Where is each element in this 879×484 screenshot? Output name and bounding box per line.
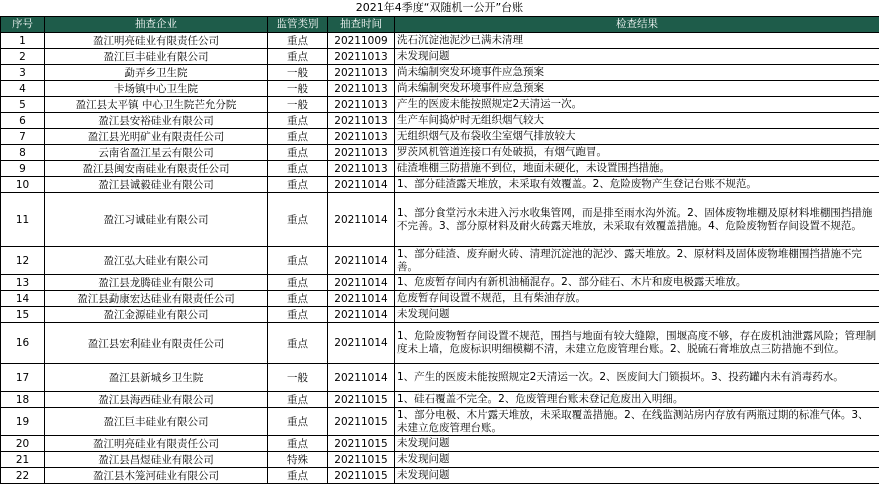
result-cell[interactable]: 硅渣堆棚三防措施不到位，地面未硬化，未设置围挡措施。 <box>395 161 879 177</box>
no-cell[interactable]: 5 <box>1 97 45 113</box>
category-cell[interactable]: 一般 <box>268 364 328 392</box>
category-cell[interactable]: 重点 <box>268 49 328 65</box>
table-row <box>1 307 879 323</box>
table-row <box>1 291 879 307</box>
ledger-table <box>0 16 879 484</box>
table-row <box>1 49 879 65</box>
no-cell[interactable]: 11 <box>1 193 45 247</box>
company-cell[interactable]: 盈江县闽安南硅业有限责任公司 <box>45 161 268 177</box>
result-cell[interactable]: 未发现问题 <box>395 452 879 468</box>
sheet-title: 2021年4季度“双随机一公开”台账 <box>0 0 879 16</box>
date-cell[interactable]: 20211013 <box>328 81 395 97</box>
company-cell[interactable]: 盈江巨丰硅业有限公司 <box>45 408 268 436</box>
category-cell[interactable]: 一般 <box>268 97 328 113</box>
no-cell[interactable]: 9 <box>1 161 45 177</box>
table-row <box>1 145 879 161</box>
date-cell[interactable]: 20211009 <box>328 33 395 49</box>
date-cell[interactable]: 20211013 <box>328 113 395 129</box>
category-cell[interactable]: 重点 <box>268 113 328 129</box>
company-cell[interactable]: 盈江县宏利硅业有限责任公司 <box>45 323 268 364</box>
company-cell[interactable]: 盈江县勐康宏达硅业有限责任公司 <box>45 291 268 307</box>
result-cell[interactable]: 1、部分电极、木片露天堆放，未采取覆盖措施。2、在线监测站房内存放有两瓶过期的标准气体。3、未建立危废管理台账。 <box>395 408 879 436</box>
company-cell[interactable]: 盈江县昌煜硅业有限公司 <box>45 452 268 468</box>
no-cell[interactable]: 17 <box>1 364 45 392</box>
table-body <box>1 33 879 484</box>
company-cell[interactable]: 勐弄乡卫生院 <box>45 65 268 81</box>
date-cell[interactable]: 20211014 <box>328 323 395 364</box>
result-cell[interactable]: 罗茨风机管道连接口有处破损，有烟气跑冒。 <box>395 145 879 161</box>
date-cell[interactable]: 20211014 <box>328 177 395 193</box>
result-cell[interactable]: 洗石沉淀池泥沙已满未清理 <box>395 33 879 49</box>
result-cell[interactable]: 生产车间捣炉时无组织烟气较大 <box>395 113 879 129</box>
date-cell[interactable]: 20211015 <box>328 452 395 468</box>
company-cell[interactable]: 盈江县木笼河硅业有限公司 <box>45 468 268 484</box>
date-cell[interactable]: 20211013 <box>328 145 395 161</box>
category-cell[interactable]: 特殊 <box>268 452 328 468</box>
table-row <box>1 247 879 275</box>
date-cell[interactable]: 20211014 <box>328 275 395 291</box>
result-cell[interactable]: 未发现问题 <box>395 468 879 484</box>
table-row <box>1 177 879 193</box>
result-cell[interactable]: 1、危废暂存间内有新机油桶混存。2、部分硅石、木片和废电极露天堆放。 <box>395 275 879 291</box>
date-cell[interactable]: 20211014 <box>328 193 395 247</box>
no-cell[interactable]: 8 <box>1 145 45 161</box>
category-cell[interactable]: 重点 <box>268 323 328 364</box>
date-cell[interactable]: 20211015 <box>328 408 395 436</box>
no-cell[interactable]: 20 <box>1 436 45 452</box>
result-cell[interactable]: 尚未编制突发环境事件应急预案 <box>395 65 879 81</box>
table-row <box>1 161 879 177</box>
no-cell[interactable]: 13 <box>1 275 45 291</box>
category-cell[interactable]: 重点 <box>268 161 328 177</box>
date-cell[interactable]: 20211015 <box>328 436 395 452</box>
table-row <box>1 129 879 145</box>
date-cell[interactable]: 20211013 <box>328 65 395 81</box>
table-row <box>1 113 879 129</box>
company-cell[interactable]: 盈江明亮硅业有限责任公司 <box>45 436 268 452</box>
company-cell[interactable]: 盈江县太平镇 中心卫生院芒允分院 <box>45 97 268 113</box>
company-cell[interactable]: 卡场镇中心卫生院 <box>45 81 268 97</box>
header-row <box>1 17 879 33</box>
table-row <box>1 323 879 364</box>
date-cell[interactable]: 20211013 <box>328 161 395 177</box>
table-row <box>1 33 879 49</box>
no-cell[interactable]: 4 <box>1 81 45 97</box>
category-cell[interactable]: 重点 <box>268 193 328 247</box>
no-cell[interactable]: 1 <box>1 33 45 49</box>
company-cell[interactable]: 盈江县龙腾硅业有限公司 <box>45 275 268 291</box>
category-cell[interactable]: 重点 <box>268 392 328 408</box>
table-row <box>1 392 879 408</box>
category-cell[interactable]: 重点 <box>268 247 328 275</box>
category-cell[interactable]: 重点 <box>268 275 328 291</box>
table-row <box>1 364 879 392</box>
no-cell[interactable]: 2 <box>1 49 45 65</box>
result-cell[interactable]: 1、硅石覆盖不完全。2、危废管理台账未登记危废出入明细。 <box>395 392 879 408</box>
no-cell[interactable]: 21 <box>1 452 45 468</box>
date-cell[interactable]: 20211013 <box>328 97 395 113</box>
company-cell[interactable]: 盈江金源硅业有限公司 <box>45 307 268 323</box>
category-cell[interactable]: 重点 <box>268 408 328 436</box>
result-cell[interactable]: 尚未编制突发环境事件应急预案 <box>395 81 879 97</box>
no-cell[interactable]: 10 <box>1 177 45 193</box>
table-row <box>1 408 879 436</box>
table-row <box>1 275 879 291</box>
company-cell[interactable]: 盈江县新城乡卫生院 <box>45 364 268 392</box>
header-result[interactable]: 检查结果 <box>395 17 879 33</box>
header-no[interactable]: 序号 <box>1 17 45 33</box>
result-cell[interactable]: 1、部分硅渣、废弃耐火砖、清理沉淀池的泥沙、露天堆放。2、原材料及固体废物堆棚围挡措施不完善。 <box>395 247 879 275</box>
date-cell[interactable]: 20211014 <box>328 364 395 392</box>
result-cell[interactable]: 1、部分食堂污水未进入污水收集管网，而是排至雨水沟外流。2、固体废物堆棚及原材料堆棚围挡措施不完善。3、部分原材料及耐火砖露天堆放，未采取有效覆盖措施。4、危险废物暂存间设置不规范。 <box>395 193 879 247</box>
company-cell[interactable]: 盈江明亮硅业有限责任公司 <box>45 33 268 49</box>
category-cell[interactable]: 重点 <box>268 129 328 145</box>
result-cell[interactable]: 1、部分硅渣露天堆放，未采取有效覆盖。2、危险废物产生登记台账不规范。 <box>395 177 879 193</box>
no-cell[interactable]: 12 <box>1 247 45 275</box>
date-cell[interactable]: 20211015 <box>328 392 395 408</box>
company-cell[interactable]: 盈江县光明矿业有限责任公司 <box>45 129 268 145</box>
result-cell[interactable]: 未发现问题 <box>395 307 879 323</box>
header-category[interactable]: 监管类别 <box>268 17 328 33</box>
no-cell[interactable]: 14 <box>1 291 45 307</box>
company-cell[interactable]: 盈江县诚毅硅业有限公司 <box>45 177 268 193</box>
date-cell[interactable]: 20211015 <box>328 468 395 484</box>
no-cell[interactable]: 19 <box>1 408 45 436</box>
date-cell[interactable]: 20211014 <box>328 247 395 275</box>
date-cell[interactable]: 20211014 <box>328 307 395 323</box>
date-cell[interactable]: 20211014 <box>328 291 395 307</box>
result-cell[interactable]: 1、产生的医废未能按照规定2天清运一次。2、医废间大门锁损坏。3、投药罐内未有消毒药水。 <box>395 364 879 392</box>
company-cell[interactable]: 盈江县安裕硅业有限公司 <box>45 113 268 129</box>
category-cell[interactable]: 重点 <box>268 177 328 193</box>
no-cell[interactable]: 3 <box>1 65 45 81</box>
no-cell[interactable]: 18 <box>1 392 45 408</box>
table-row <box>1 97 879 113</box>
company-cell[interactable]: 盈江县海西硅业有限公司 <box>45 392 268 408</box>
no-cell[interactable]: 16 <box>1 323 45 364</box>
company-cell[interactable]: 盈江巨丰硅业有限公司 <box>45 49 268 65</box>
category-cell[interactable]: 重点 <box>268 33 328 49</box>
result-cell[interactable]: 1、危险废物暂存间设置不规范，围挡与地面有较大缝隙，围堰高度不够，存在废机油泄露风险；管理制度未上墙，危废标识明细模糊不清，未建立危废管理台账。2、脱硫石膏堆放点三防措施不到位。 <box>395 323 879 364</box>
company-cell[interactable]: 盈江弘大硅业有限公司 <box>45 247 268 275</box>
date-cell[interactable]: 20211013 <box>328 129 395 145</box>
result-cell[interactable]: 危废暂存间设置不规范，且有柴油存放。 <box>395 291 879 307</box>
category-cell[interactable]: 一般 <box>268 65 328 81</box>
category-cell[interactable]: 重点 <box>268 145 328 161</box>
category-cell[interactable]: 重点 <box>268 307 328 323</box>
table-row <box>1 436 879 452</box>
no-cell[interactable]: 6 <box>1 113 45 129</box>
no-cell[interactable]: 15 <box>1 307 45 323</box>
table-row <box>1 81 879 97</box>
date-cell[interactable]: 20211013 <box>328 49 395 65</box>
no-cell[interactable]: 7 <box>1 129 45 145</box>
result-cell[interactable]: 未发现问题 <box>395 436 879 452</box>
header-date[interactable]: 抽查时间 <box>328 17 395 33</box>
category-cell[interactable]: 重点 <box>268 468 328 484</box>
table-row <box>1 65 879 81</box>
category-cell[interactable]: 重点 <box>268 291 328 307</box>
result-cell[interactable]: 产生的医废未能按照规定2天清运一次。 <box>395 97 879 113</box>
no-cell[interactable]: 22 <box>1 468 45 484</box>
company-cell[interactable]: 云南省盈江星云有限公司 <box>45 145 268 161</box>
result-cell[interactable]: 未发现问题 <box>395 49 879 65</box>
category-cell[interactable]: 一般 <box>268 81 328 97</box>
table-row <box>1 193 879 247</box>
result-cell[interactable]: 无组织烟气及布袋收尘室烟气排放较大 <box>395 129 879 145</box>
table-row <box>1 452 879 468</box>
table-row <box>1 468 879 484</box>
category-cell[interactable]: 重点 <box>268 436 328 452</box>
header-company[interactable]: 抽查企业 <box>45 17 268 33</box>
company-cell[interactable]: 盈江习诚硅业有限公司 <box>45 193 268 247</box>
